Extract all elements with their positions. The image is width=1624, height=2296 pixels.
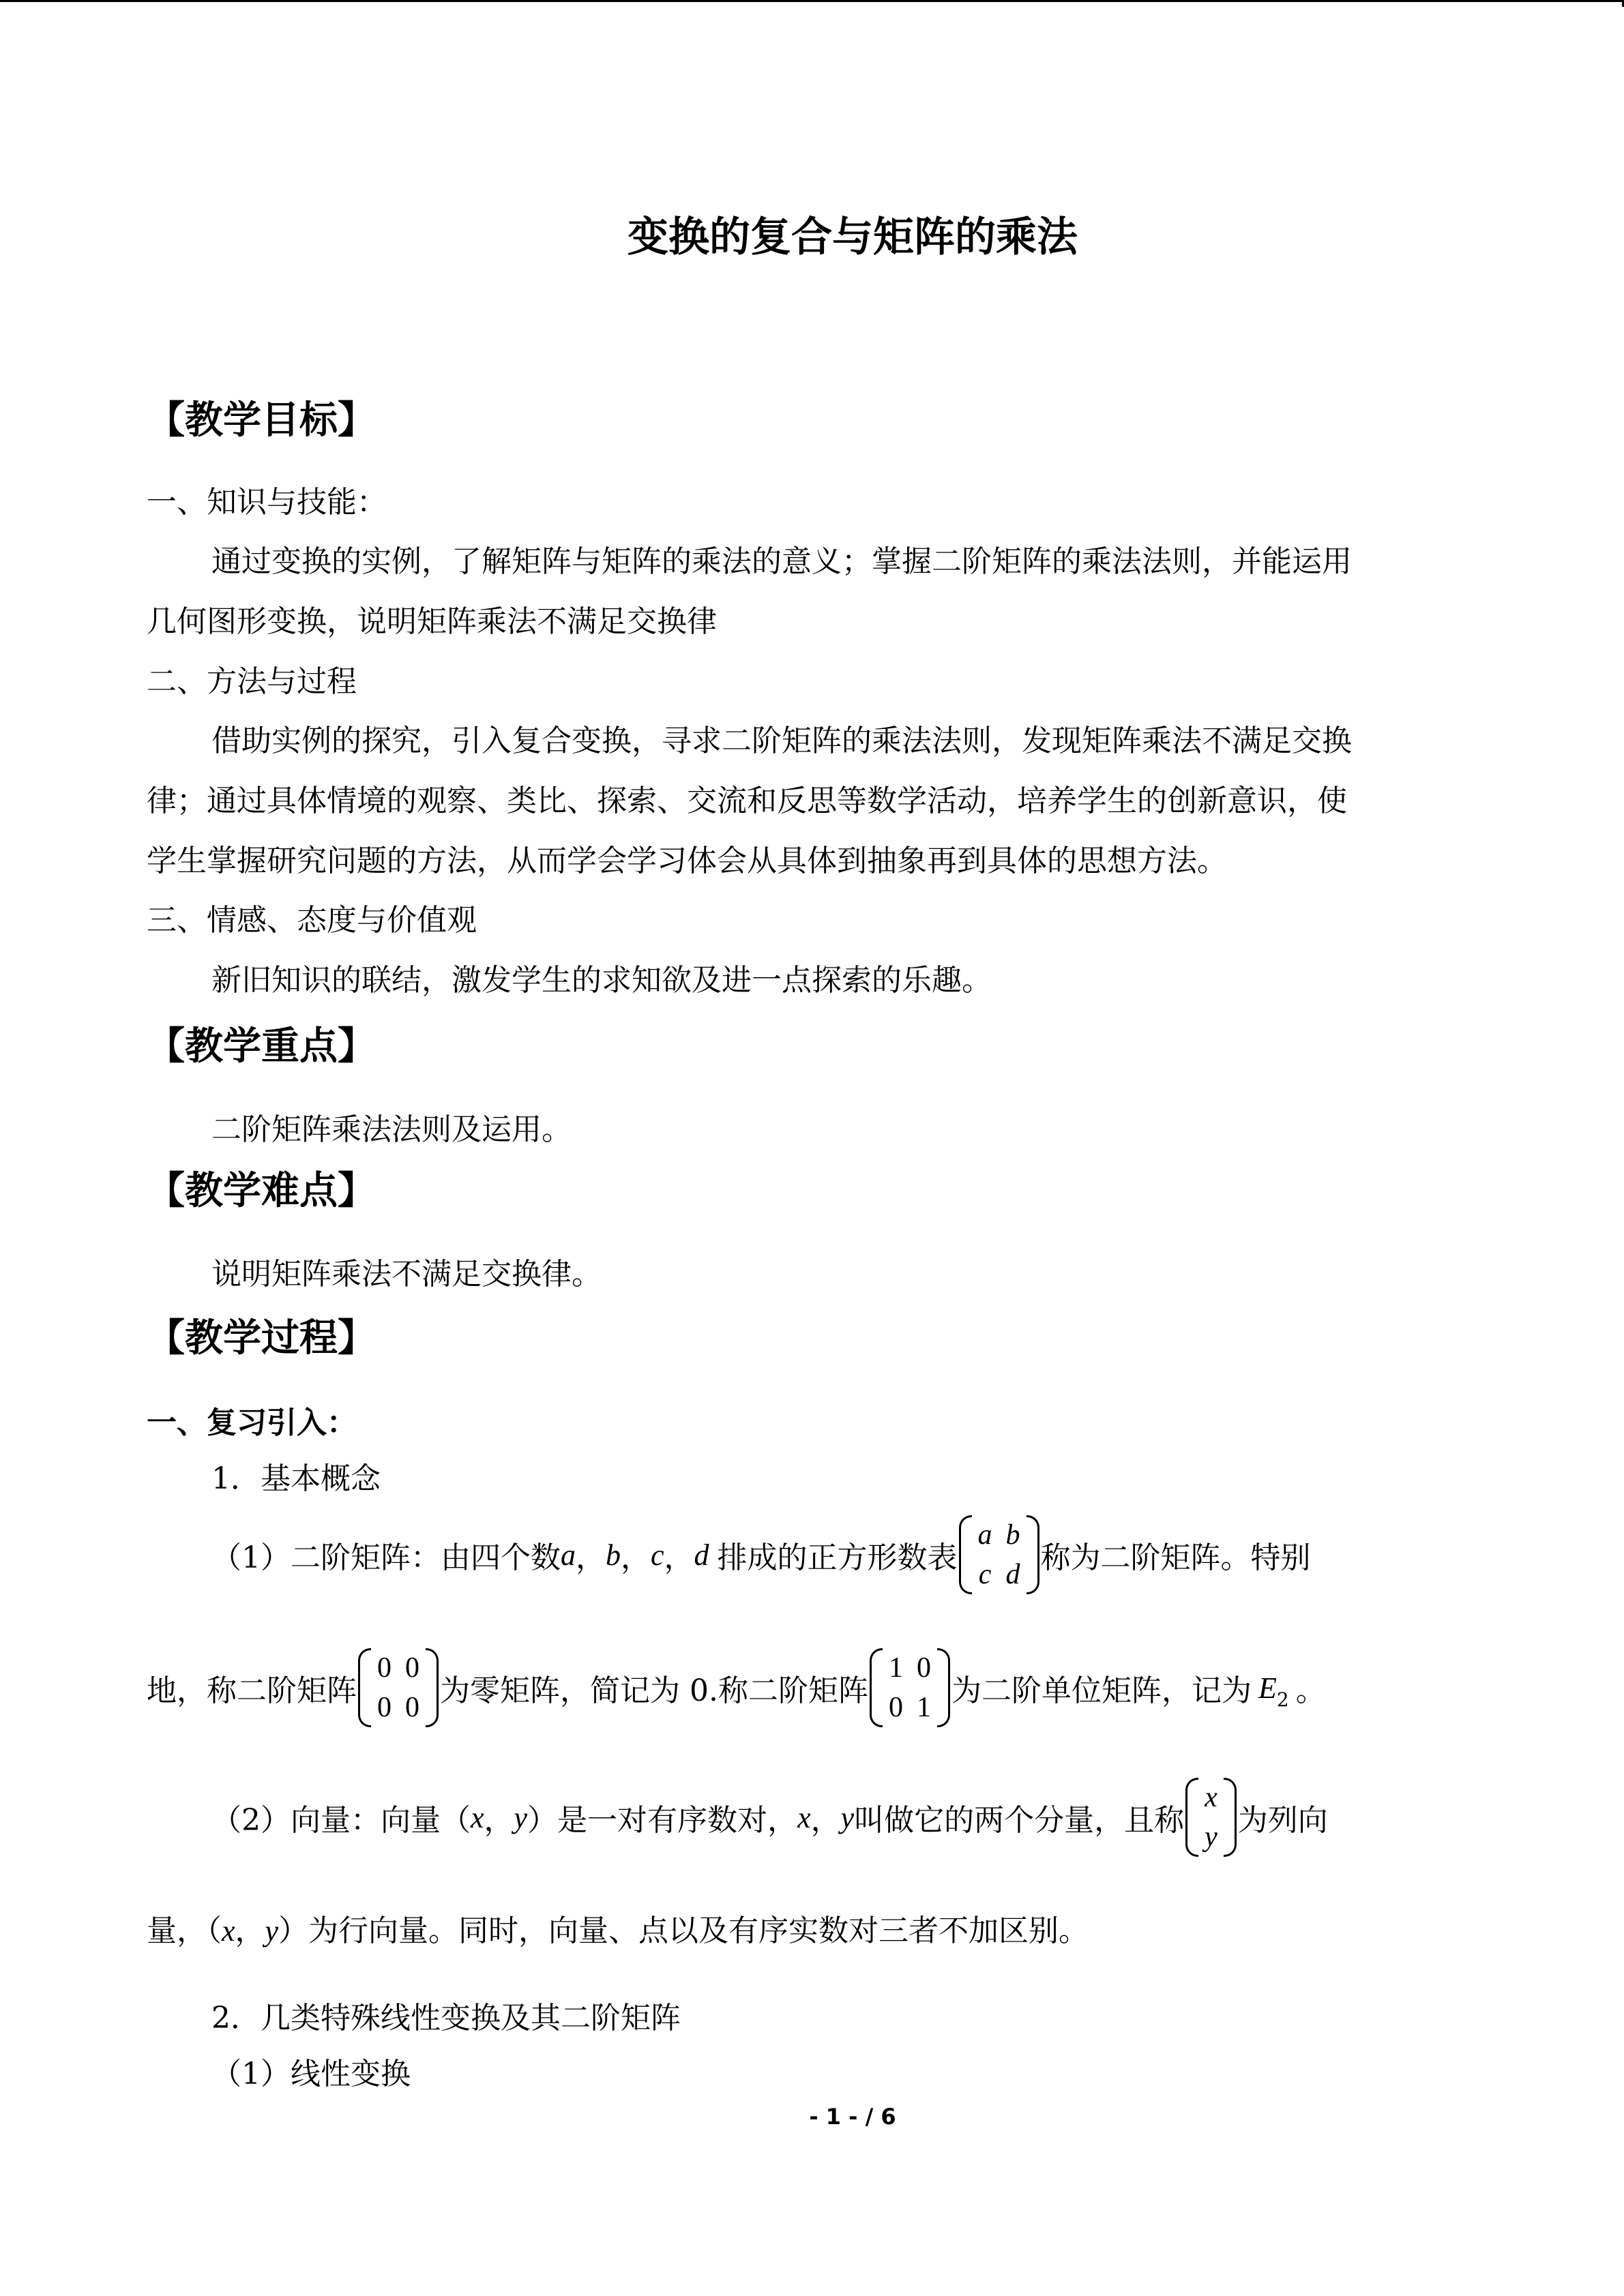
goals-h2: 二、方法与过程: [147, 664, 357, 699]
m2-post: 为二阶单位矩阵，记为: [951, 1673, 1252, 1708]
matrix-cell: c: [978, 1559, 992, 1590]
goals-p1b: 几何图形变换，说明矩阵乘法不满足交换律: [147, 604, 717, 639]
vector-line-2: [147, 1906, 1089, 1950]
goals-h3: 三、情感、态度与价值观: [147, 903, 477, 938]
matrix-cell: b: [1005, 1519, 1020, 1551]
matrix-cell: d: [1005, 1559, 1020, 1590]
sep: ，: [576, 1540, 606, 1575]
var-a: a: [561, 1538, 576, 1572]
sep: ，: [664, 1540, 694, 1575]
matrix-zero: [358, 1648, 439, 1727]
v2-pre: 量，（: [147, 1913, 222, 1948]
process-item2-1: （1）线性变换: [211, 2057, 411, 2091]
sep: ，: [235, 1913, 265, 1948]
difficulty-text: 说明矩阵乘法不满足交换律。: [211, 1257, 602, 1292]
var-x: x: [797, 1800, 811, 1834]
goals-p2a: 借助实例的探究，引入复合变换，寻求二阶矩阵的乘法法则，发现矩阵乘法不满足交换: [211, 724, 1352, 758]
goals-p3: 新旧知识的联结，激发学生的求知欲及进一点探索的乐趣。: [211, 963, 992, 998]
vector-line-1: [211, 1770, 1328, 1865]
var-y: y: [840, 1800, 855, 1834]
var-c: c: [651, 1538, 664, 1572]
var-x: x: [471, 1800, 484, 1834]
page-top-border: [0, 0, 1624, 2]
matrix-definition-line: [211, 1507, 1311, 1602]
page-title: 变换的复合与矩阵的乘法: [628, 213, 1078, 261]
vector-cell: x: [1205, 1782, 1217, 1813]
unit-matrix-symbol: E: [1258, 1671, 1277, 1705]
matrix-cell: a: [977, 1519, 992, 1551]
m1-mid: 排成的正方形数表: [717, 1540, 958, 1575]
m2-mid: 为零矩阵，简记为 0.称二阶矩阵: [440, 1673, 868, 1708]
sep: ，: [810, 1803, 841, 1838]
goals-heading: 【教学目标】: [147, 398, 376, 443]
matrix-abcd: [959, 1515, 1039, 1594]
matrix-cell: 0: [377, 1692, 392, 1723]
m1-post: 称为二阶矩阵。特别: [1040, 1540, 1311, 1575]
var-x: x: [222, 1914, 235, 1948]
zero-unit-line: [147, 1640, 1326, 1735]
goals-p2c: 学生掌握研究问题的方法，从而学会学习体会从具体到抽象再到具体的思想方法。: [147, 844, 1227, 878]
matrix-cell: 0: [405, 1652, 419, 1684]
key-text: 二阶矩阵乘法法则及运用。: [211, 1112, 572, 1147]
difficulty-heading: 【教学难点】: [147, 1169, 376, 1213]
var-y: y: [514, 1800, 528, 1834]
matrix-cell: 1: [916, 1692, 931, 1723]
var-y: y: [265, 1914, 279, 1948]
m2-pre: 地，称二阶矩阵: [147, 1673, 357, 1708]
process-item1: 1．基本概念: [211, 1461, 381, 1496]
matrix-cell: 0: [916, 1652, 931, 1684]
v1-mid2: 叫做它的两个分量，且称: [854, 1803, 1185, 1838]
goals-p1a: 通过变换的实例，了解矩阵与矩阵的乘法的意义；掌握二阶矩阵的乘法法则，并能运用: [211, 544, 1352, 579]
var-b: b: [606, 1538, 621, 1572]
unit-matrix-subscript: 2: [1276, 1688, 1289, 1711]
process-sub1: 一、复习引入：: [147, 1405, 357, 1440]
process-item2: 2．几类特殊线性变换及其二阶矩阵: [211, 2001, 681, 2036]
matrix-cell: 0: [405, 1692, 419, 1723]
m1-pre: （1）二阶矩阵：由四个数: [211, 1540, 561, 1575]
v1-pre: （2）向量：向量（: [211, 1803, 471, 1838]
v1-mid: ）是一对有序数对，: [527, 1803, 798, 1838]
matrix-unit: [870, 1648, 950, 1727]
matrix-cell: 0: [888, 1692, 903, 1723]
key-heading: 【教学重点】: [147, 1024, 376, 1069]
vector-cell: y: [1205, 1821, 1217, 1853]
goals-h1: 一、知识与技能：: [147, 485, 387, 520]
sep: ，: [621, 1540, 651, 1575]
matrix-cell: 0: [377, 1652, 392, 1684]
matrix-cell: 1: [888, 1652, 903, 1684]
var-d: d: [694, 1538, 709, 1572]
v1-post: 为列向: [1237, 1803, 1328, 1838]
m2-end: 。: [1295, 1673, 1326, 1708]
v2-post: ）为行向量。同时，向量、点以及有序实数对三者不加区别。: [278, 1913, 1089, 1948]
process-heading: 【教学过程】: [147, 1316, 376, 1360]
goals-p2b: 律；通过具体情境的观察、类比、探索、交流和反思等数学活动，培养学生的创新意识，使: [147, 784, 1347, 818]
page-number: - 1 - / 6: [809, 2104, 896, 2130]
column-vector: [1185, 1778, 1237, 1857]
sep: ，: [484, 1803, 514, 1838]
